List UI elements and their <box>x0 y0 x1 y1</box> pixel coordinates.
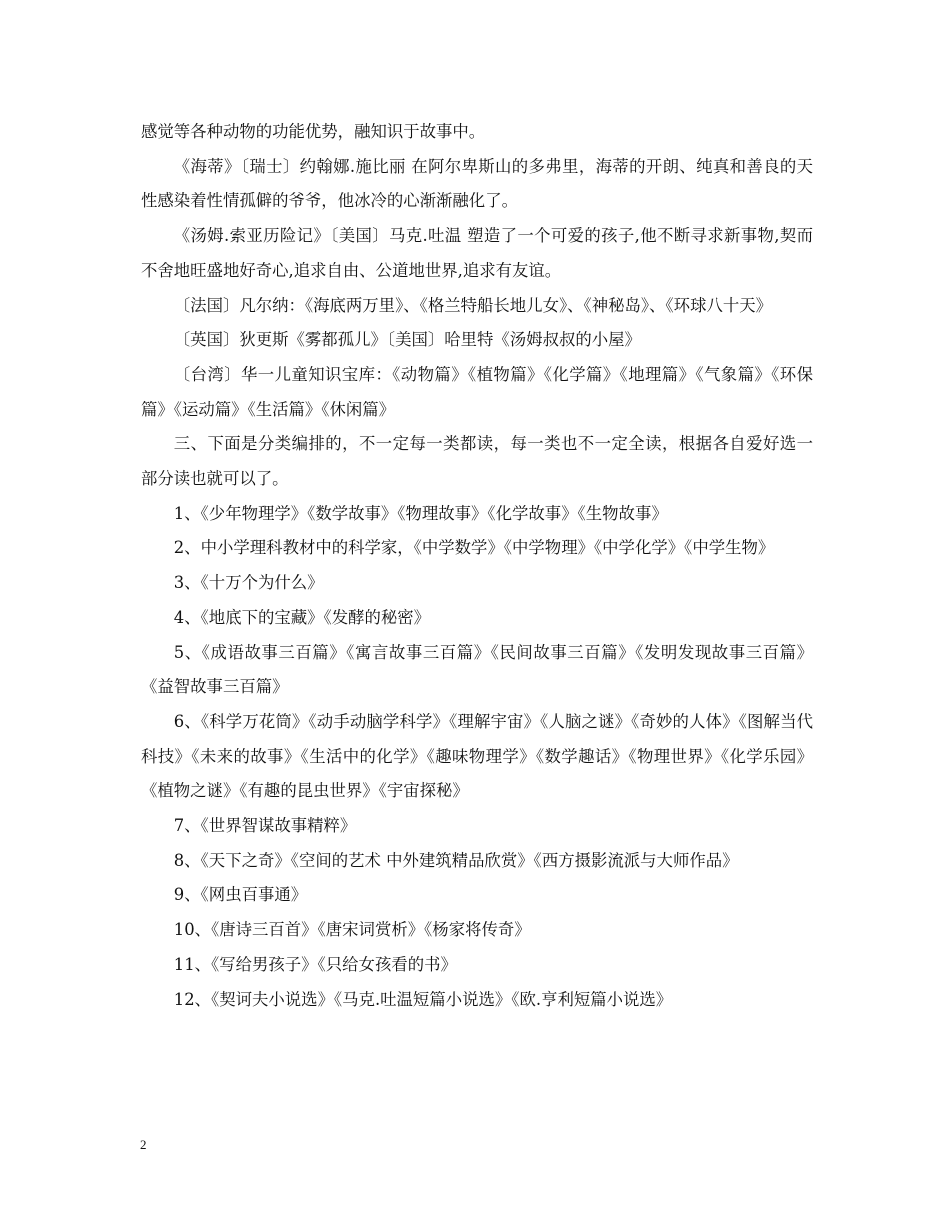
list-item: 10、《唐诗三百首》《唐宋词赏析》《杨家将传奇》 <box>173 920 531 940</box>
list-item: 9、《网虫百事通》 <box>173 885 308 905</box>
list-item: 2、中小学理科教材中的科学家，《中学数学》《中学物理》《中学化学》《中学生物》 <box>173 538 775 558</box>
list-item: 12、《契诃夫小说选》《马克.吐温短篇小说选》《欧.亨利短篇小说选》 <box>173 989 673 1009</box>
paragraph: 感觉等各种动物的功能优势，融知识于故事中。 <box>141 122 486 141</box>
list-item: 1、《少年物理学》《数学故事》《物理故事》《化学故事》《生物故事》 <box>173 503 668 523</box>
list-item: 4、《地底下的宝藏》《发酵的秘密》 <box>173 607 431 627</box>
paragraph: 《海蒂》〔瑞士〕约翰娜.施比丽 在阿尔卑斯山的多弗里，海蒂的开朗、纯真和善良的天性感染着性情孤僻的爷爷，他冰冷的心渐渐融化了。 <box>141 156 813 211</box>
paragraph: 《汤姆.索亚历险记》〔美国〕马克.吐温 塑造了一个可爱的孩子,他不断寻求新事物,契而不舍地旺盛地好奇心,追求自由、公道地世界,追求有友谊。 <box>141 226 813 280</box>
list-item: 8、《天下之奇》《空间的艺术 中外建筑精品欣赏》《西方摄影流派与大师作品》 <box>173 850 739 870</box>
list-item: 3、《十万个为什么》 <box>173 573 324 593</box>
list-item: 6、《科学万花筒》《动手动脑学科学》《理解宇宙》《人脑之谜》《奇妙的人体》《图解当代科技》《未来的故事》《生活中的化学》《趣味物理学》《数学趣话》《物理世界》《化学乐园》《植物之谜》《有趣的昆虫世界》《宇宙探秘》 <box>141 711 813 801</box>
list-item: 5、《成语故事三百篇》《寓言故事三百篇》《民间故事三百篇》《发明发现故事三百篇》《益智故事三百篇》 <box>141 642 813 697</box>
paragraph: 〔法国〕凡尔纳：《海底两万里》、《格兰特船长地儿女》、《神秘岛》、《环球八十天》 <box>173 295 773 315</box>
list-item: 11、《写给男孩子》《只给女孩看的书》 <box>173 954 457 974</box>
page-number: 2 <box>140 1137 147 1152</box>
paragraph: 〔英国〕狄更斯《雾都孤儿》〔美国〕哈里特《汤姆叔叔的小屋》 <box>173 330 641 350</box>
page-body <box>141 115 813 1017</box>
list-item: 7、《世界智谋故事精粹》 <box>173 816 357 836</box>
paragraph: 三、下面是分类编排的，不一定每一类都读，每一类也不一定全读，根据各自爱好选一部分读也就可以了。 <box>141 434 813 489</box>
paragraph: 〔台湾〕华一儿童知识宝库：《动物篇》《植物篇》《化学篇》《地理篇》《气象篇》《环保篇》《运动篇》《生活篇》《休闲篇》 <box>141 364 813 419</box>
